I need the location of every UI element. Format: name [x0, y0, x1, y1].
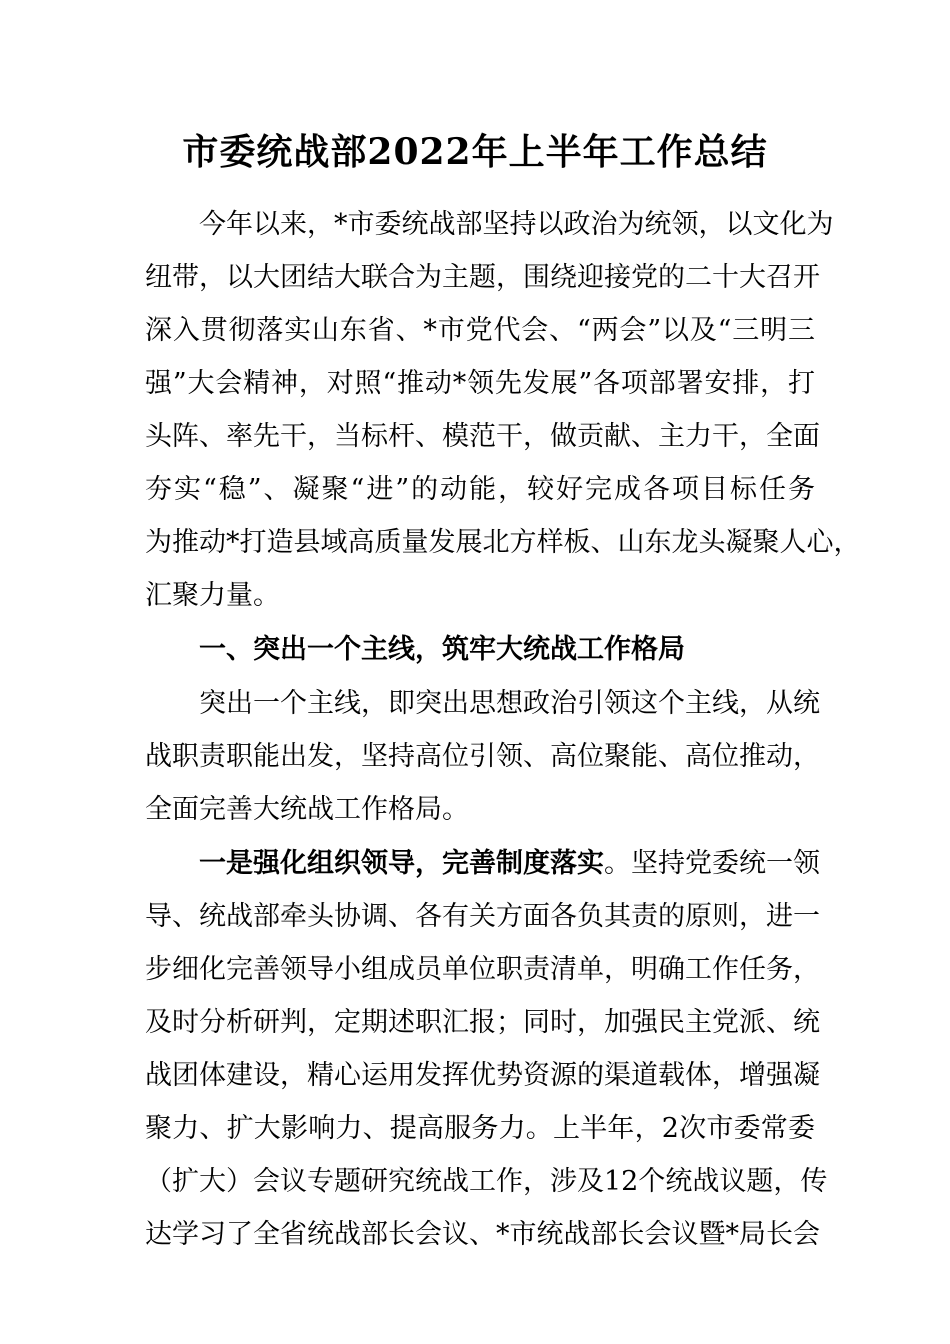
section-line: 全面完善大统战工作格局。 — [145, 794, 469, 825]
intro-line: 为推动*打造县域高质量发展北方样板、山东龙头凝聚人心， — [145, 527, 861, 558]
point-line: （扩大）会议专题研究统战工作，涉及12个统战议题，传 — [145, 1166, 828, 1197]
intro-line: 纽带，以大团结大联合为主题，围绕迎接党的二十大召开 — [145, 262, 820, 293]
intro-line: 深入贯彻落实山东省、*市党代会、“两会”以及“三明三 — [145, 315, 815, 346]
section-heading: 一、突出一个主线，筑牢大统战工作格局 — [199, 634, 685, 665]
point-first-line — [199, 844, 820, 884]
point-line: 步细化完善领导小组成员单位职责清单，明确工作任务， — [145, 954, 820, 985]
point-lead-tail: 。坚持党委统一领 — [604, 848, 820, 879]
document-title: 市委统战部2022年上半年工作总结 — [182, 131, 768, 173]
point-line: 及时分析研判，定期述职汇报；同时，加强民主党派、统 — [145, 1007, 820, 1038]
section-line: 战职责职能出发，坚持高位引领、高位聚能、高位推动， — [145, 741, 820, 772]
intro-line: 今年以来，*市委统战部坚持以政治为统领，以文化为 — [199, 209, 834, 240]
point-lead: 一是强化组织领导，完善制度落实 — [199, 848, 604, 879]
point-line: 战团体建设，精心运用发挥优势资源的渠道载体，增强凝 — [145, 1060, 820, 1091]
point-line: 导、统战部牵头协调、各有关方面各负其责的原则，进一 — [145, 901, 820, 932]
intro-line: 头阵、率先干，当标杆、模范干，做贡献、主力干，全面 — [145, 421, 820, 452]
point-line: 达学习了全省统战部长会议、*市统战部长会议暨*局长会 — [145, 1219, 820, 1250]
section-line: 突出一个主线，即突出思想政治引领这个主线，从统 — [199, 688, 820, 719]
intro-line: 强”大会精神，对照“推动*领先发展”各项部署安排，打 — [145, 368, 815, 399]
intro-line: 汇聚力量。 — [145, 580, 280, 611]
intro-line: 夯实“稳”、凝聚“进”的动能，较好完成各项目标任务 — [145, 474, 815, 505]
point-line: 聚力、扩大影响力、提高服务力。上半年，2次市委常委 — [145, 1113, 815, 1144]
